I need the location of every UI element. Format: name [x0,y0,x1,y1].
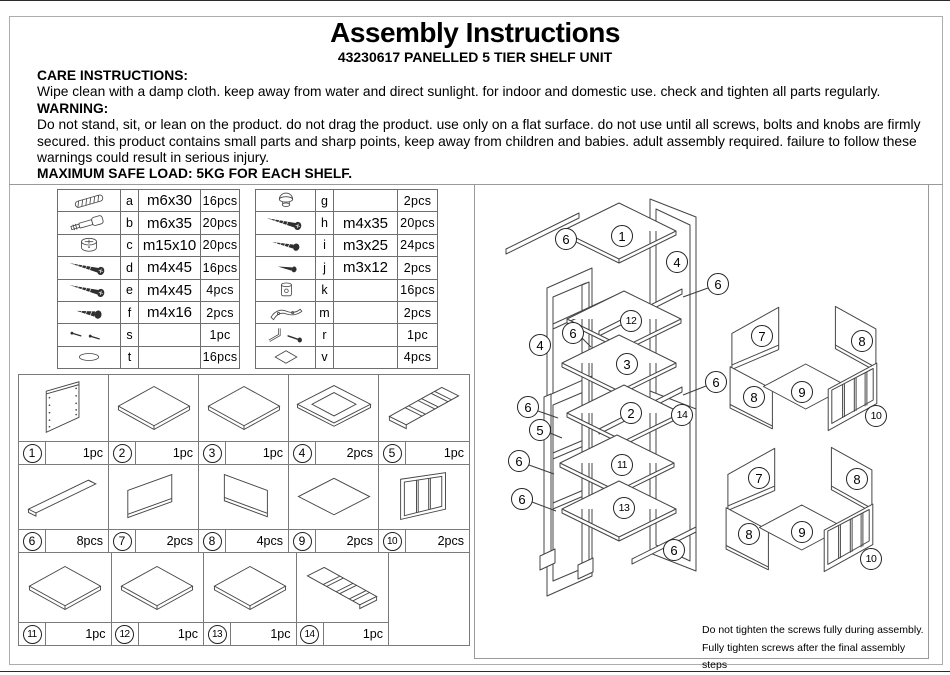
diamond-icon [258,347,314,367]
callout-6: 6 [555,228,577,250]
part-label [109,529,198,552]
hardware-row-g [256,190,438,212]
part-number-box [109,442,136,464]
panel-holes-icon [21,379,107,437]
part-qty: 1pc [362,627,383,641]
callout-4: 4 [666,251,688,273]
part-number-box [289,442,316,464]
hardware-qty: 20pcs [201,234,240,256]
note-line-1: Do not tighten the screws fully during assembly. [702,624,924,636]
panel8-icon [201,468,287,526]
callout-8: 8 [738,523,760,545]
callout-13: 13 [613,497,635,519]
callout-1: 1 [611,225,633,247]
part-cell-6 [19,465,109,552]
hardware-letter: c [121,234,139,256]
part-drawing [199,465,288,529]
part-label [199,529,288,552]
hardware-qty: 16pcs [398,279,438,301]
part-label [19,529,108,552]
part-number-box [112,623,139,645]
hardware-size [334,301,398,323]
part-cell-11 [19,553,112,645]
shelf-icon [111,379,197,437]
hardware-letter: h [316,212,334,234]
hardware-qty: 1pc [201,324,240,346]
hardware-letter: a [121,190,139,212]
sub-assembly-drawing-top [722,301,902,436]
flat-shelf-icon [291,468,377,526]
hardware-qty: 20pcs [398,212,438,234]
part-drawing [199,375,288,441]
part-qty: 2pcs [346,446,373,460]
part-label [19,622,111,645]
hardware-letter: f [121,301,139,323]
care-heading: CARE INSTRUCTIONS: [37,68,188,83]
hardware-table-left [57,189,240,369]
part-drawing [204,553,296,622]
part-number-box [19,442,46,464]
callout-8: 8 [743,386,765,408]
header [10,18,940,65]
part-drawing [289,375,378,441]
pins-icon [61,325,117,345]
callout-8: 8 [846,468,868,490]
callout-8: 8 [851,330,873,352]
callout-6: 6 [508,450,530,472]
cam-lock-icon [61,235,117,255]
screw-long-icon [61,280,117,300]
callout-6: 6 [707,273,729,295]
hardware-icon-cell [256,346,316,368]
hardware-icon-cell [58,346,121,368]
hardware-icon-cell [256,190,316,212]
washer-icon [61,347,117,367]
frame-icon [291,379,377,437]
barrel-nut-icon [258,280,314,300]
callout-9: 9 [791,381,813,403]
hardware-icon-cell [256,234,316,256]
hardware-size [334,324,398,346]
callout-6: 6 [511,488,533,510]
part-number-box [289,530,316,552]
parts-row-1 [19,375,469,465]
hardware-size: m4x35 [334,212,398,234]
hardware-size: m4x16 [139,301,201,323]
hardware-icon-cell [58,279,121,301]
hardware-qty: 16pcs [201,346,240,368]
part-label [112,622,204,645]
hardware-row-r [256,324,438,346]
shelf-icon [207,559,293,617]
hardware-size: m4x45 [139,257,201,279]
part-number-box [379,530,406,552]
shelf-icon [22,559,108,617]
part-label [289,529,378,552]
callout-5: 5 [529,419,551,441]
max-load: MAXIMUM SAFE LOAD: 5KG FOR EACH SHELF. [37,166,353,182]
ladder14-icon [299,559,385,617]
bolt-icon [61,213,117,233]
part-number-box [109,530,136,552]
part-number: 12 [115,625,134,644]
part-number-box [297,623,324,645]
hardware-size [334,279,398,301]
hardware-row-b [58,212,240,234]
callout-2: 2 [620,402,642,424]
part-number: 2 [113,444,132,463]
shelf-icon [114,559,200,617]
part-number: 7 [113,532,132,551]
part-number: 5 [383,444,402,463]
hardware-size: m3x25 [334,234,398,256]
hardware-qty: 2pcs [398,257,438,279]
hardware-qty: 16pcs [201,190,240,212]
part-qty: 2pcs [346,534,373,548]
part-qty: 1pc [443,446,464,460]
callout-9: 9 [791,521,813,543]
part-number: 13 [208,625,227,644]
parts-grid [18,374,470,646]
hardware-row-m [256,301,438,323]
part-drawing [109,375,198,441]
hardware-icon-cell [58,234,121,256]
part-cell-13 [204,553,297,645]
hardware-size [334,346,398,368]
part-drawing [109,465,198,529]
hardware-icon-cell [58,324,121,346]
hardware-letter: v [316,346,334,368]
hardware-letter: t [121,346,139,368]
part-drawing [379,465,469,529]
part-label [199,441,288,464]
part-drawing [112,553,204,622]
part-drawing [289,465,378,529]
part-cell-8 [199,465,289,552]
hardware-qty: 4pcs [398,346,438,368]
hardware-letter: i [316,234,334,256]
hardware-row-t [58,346,240,368]
part-number-box [199,530,226,552]
part-cell-12 [112,553,205,645]
part-number: 6 [23,532,42,551]
hardware-size: m3x12 [334,257,398,279]
hardware-size [139,324,201,346]
hardware-qty: 20pcs [201,212,240,234]
hardware-icon-cell [58,301,121,323]
care-instructions [37,68,943,183]
hardware-letter: d [121,257,139,279]
hardware-row-k [256,279,438,301]
hardware-size: m4x45 [139,279,201,301]
part-label [289,441,378,464]
part-qty: 1pc [270,627,291,641]
part-qty: 1pc [177,627,198,641]
hardware-row-v [256,346,438,368]
hardware-row-d [58,257,240,279]
hardware-row-j [256,257,438,279]
part-drawing [19,375,108,441]
hardware-letter: g [316,190,334,212]
part-label [19,441,108,464]
part-number-box [379,442,406,464]
bracket-icon [258,303,314,323]
callout-14: 14 [671,404,693,426]
part-label [379,441,469,464]
part-label [109,441,198,464]
parts-row-3 [19,553,469,645]
part-qty: 2pcs [437,534,464,548]
sub-assembly-drawing-bottom [718,442,898,577]
part-drawing [379,375,469,441]
hardware-size: m6x30 [139,190,201,212]
dowel-icon [61,191,117,211]
part-drawing [19,465,108,529]
callout-12: 12 [620,310,642,332]
panel7-icon [111,468,197,526]
callout-10: 10 [860,548,882,570]
knob-icon [258,191,314,211]
warning-heading: WARNING: [37,100,109,116]
page-title: Assembly Instructions [330,17,620,48]
part-qty: 4pcs [256,534,283,548]
part-number-box [204,623,231,645]
hardware-icon-cell [58,212,121,234]
part-cell-5 [379,375,469,464]
bar-icon [21,468,107,526]
shelf-icon [201,379,287,437]
hardware-size: m15x10 [139,234,201,256]
hardware-qty: 2pcs [201,301,240,323]
part-number: 14 [300,625,319,644]
hardware-table-right [255,189,438,369]
part-number: 3 [203,444,222,463]
part-cell-1 [19,375,109,464]
parts-row-2 [19,465,469,553]
allen-key-icon [258,325,314,345]
part-number: 4 [293,444,312,463]
part-qty: 1pc [82,446,103,460]
hardware-icon-cell [58,257,121,279]
part-cell-10 [379,465,469,552]
warning-body: Do not stand, sit, or lean on the product. do not drag the product. use only on a flat surface. do not use until all screws, bolts and knobs are firmly secured. this product contains small parts and sharp points, keep away from children and babies. adult assembly required. failure to follow these warnings could result in serious injury. [37,117,921,166]
ladder-icon [381,379,467,437]
hardware-qty: 2pcs [398,301,438,323]
part-label [379,529,469,552]
screw-short-icon [61,303,117,323]
hardware-qty: 16pcs [201,257,240,279]
hardware-icon-cell [256,257,316,279]
hardware-icon-cell [256,324,316,346]
callout-6: 6 [517,396,539,418]
slatted-icon [381,468,467,526]
part-qty: 1pc [85,627,106,641]
part-drawing [297,553,389,622]
callout-7: 7 [751,325,773,347]
hardware-icon-cell [256,212,316,234]
hardware-row-f [58,301,240,323]
callout-4: 4 [529,334,551,356]
part-number: 8 [203,532,222,551]
part-qty: 2pcs [166,534,193,548]
part-cell-9 [289,465,379,552]
part-cell-3 [199,375,289,464]
assembly-note [702,622,932,675]
hardware-row-s [58,324,240,346]
part-number: 11 [23,625,42,644]
hardware-letter: b [121,212,139,234]
callout-3: 3 [616,353,638,375]
part-drawing [19,553,111,622]
hardware-icon-cell [256,301,316,323]
part-cell-7 [109,465,199,552]
hardware-size [334,190,398,212]
callout-7: 7 [748,467,770,489]
part-number-box [19,530,46,552]
hardware-size [139,346,201,368]
care-body: Wipe clean with a damp cloth. keep away from water and direct sunlight. for indoor and domestic use. check and tighten all parts regularly. [37,84,881,100]
screw-long-icon [258,213,314,233]
part-number: 10 [383,532,402,551]
part-number: 1 [23,444,42,463]
callout-6: 6 [562,322,584,344]
hardware-qty: 24pcs [398,234,438,256]
hardware-qty: 1pc [398,324,438,346]
callout-11: 11 [611,454,633,476]
part-qty: 1pc [262,446,283,460]
hardware-letter: e [121,279,139,301]
callout-6: 6 [705,371,727,393]
hardware-row-a [58,190,240,212]
part-number-box [199,442,226,464]
hardware-row-e [58,279,240,301]
part-qty: 8pcs [76,534,103,548]
screw-long-icon [61,258,117,278]
screw-med-icon [258,235,314,255]
callout-6: 6 [663,539,685,561]
part-qty: 1pc [172,446,193,460]
hardware-qty: 2pcs [398,190,438,212]
hardware-letter: m [316,301,334,323]
hardware-icon-cell [256,279,316,301]
hardware-letter: s [121,324,139,346]
hardware-row-c [58,234,240,256]
product-code-subtitle: 43230617 PANELLED 5 TIER SHELF UNIT [337,49,613,65]
part-number-box [19,623,46,645]
hardware-size: m6x35 [139,212,201,234]
part-label [204,622,296,645]
part-cell-4 [289,375,379,464]
part-cell-2 [109,375,199,464]
screw-small-icon [258,258,314,278]
part-label [297,622,389,645]
hardware-row-h [256,212,438,234]
note-line-2: Fully tighten screws after the final assembly steps [702,641,906,671]
callout-10: 10 [865,405,887,427]
part-cell-14 [297,553,390,645]
hardware-row-i [256,234,438,256]
hardware-letter: k [316,279,334,301]
hardware-letter: r [316,324,334,346]
part-number: 9 [293,532,312,551]
hardware-letter: j [316,257,334,279]
hardware-qty: 4pcs [201,279,240,301]
hardware-icon-cell [58,190,121,212]
